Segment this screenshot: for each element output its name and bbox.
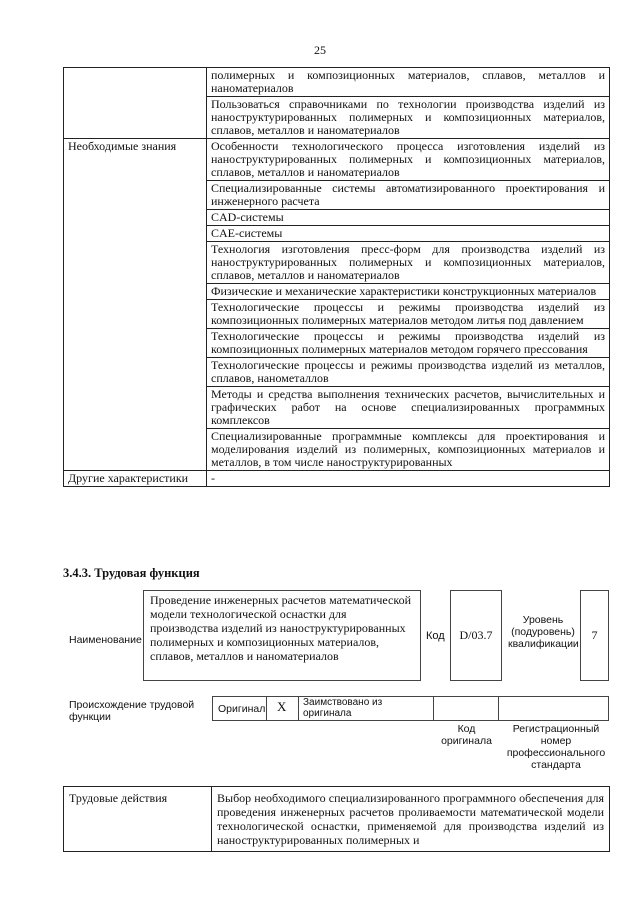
knowledge-item: - xyxy=(207,471,610,487)
knowledge-item: Технологические процессы и режимы производства изделий из металлов, сплавов, нанометаллов xyxy=(207,358,610,387)
knowledge-item: Технологические процессы и режимы производства изделий из композиционных полимерных материалов методом горячего прессования xyxy=(207,329,610,358)
table-row xyxy=(64,68,610,97)
function-name-box: Проведение инженерных расчетов математической модели технологической оснастки для производства изделий из наноструктурированных полимерных и композиционных материалов, сплавов, металлов и наноматериалов xyxy=(143,590,421,681)
knowledge-item: Физические и механические характеристики конструкционных материалов xyxy=(207,284,610,300)
origin-code-cell xyxy=(434,697,499,720)
actions-table xyxy=(63,786,610,852)
reg-number-caption: Регистрационный номер профессионального стандарта xyxy=(506,723,606,771)
origin-code-caption: Код оригинала xyxy=(441,723,492,747)
origin-label: Происхождение трудовой функции xyxy=(69,699,195,723)
name-label: Наименование xyxy=(69,634,142,646)
borrowed-label: Заимствовано из оригинала xyxy=(303,697,383,719)
code-label: Код xyxy=(426,630,445,642)
page-number: 25 xyxy=(314,43,326,57)
section-heading: 3.4.3. Трудовая функция xyxy=(63,566,200,580)
knowledge-item: Особенности технологического процесса изготовления изделий из наноструктурированных полимерных и композиционных материалов, сплавов, металлов и наноматериалов xyxy=(207,139,610,181)
knowledge-item: Технология изготовления пресс-форм для производства изделий из наноструктурированных полимерных и композиционных материалов, сплавов, металлов и наноматериалов xyxy=(207,242,610,284)
origin-row xyxy=(212,696,609,721)
original-mark-cell xyxy=(267,697,299,720)
reg-number-cell xyxy=(499,697,608,720)
knowledge-item: CAE-системы xyxy=(207,226,610,242)
actions-label: Трудовые действия xyxy=(64,787,212,852)
borrowed-cell xyxy=(299,697,434,720)
level-box: 7 xyxy=(580,590,609,681)
knowledge-item: Технологические процессы и режимы производства изделий из композиционных полимерных материалов методом литья под давлением xyxy=(207,300,610,329)
knowledge-item: Пользоваться справочниками по технологии производства изделий из наноструктурированных полимерных и композиционных материалов, сплавов, металлов и наноматериалов xyxy=(207,97,610,139)
table-row xyxy=(64,139,610,181)
knowledge-item: Методы и средства выполнения технических расчетов, вычислительных и графических работ на основе специализированных программных комплексов xyxy=(207,387,610,429)
row-label: Другие характеристики xyxy=(64,471,207,487)
level-label: Уровень (подуровень) квалификации xyxy=(508,614,579,650)
row-label: Необходимые знания xyxy=(64,139,207,471)
table-row xyxy=(64,787,610,852)
original-label: Оригинал xyxy=(218,703,266,715)
function-code-box: D/03.7 xyxy=(450,590,502,681)
knowledge-table xyxy=(63,67,610,487)
actions-text: Выбор необходимого специализированного программного обеспечения для проведения инженерных расчетов проливаемости математической модели технологической оснастки, применяемой для производства изделий из наноструктурированных полимерных и xyxy=(212,787,610,852)
row-label xyxy=(64,68,207,139)
original-cell xyxy=(213,697,267,720)
knowledge-item: CAD-системы xyxy=(207,210,610,226)
knowledge-item: Специализированные программные комплексы для проектирования и моделирования изделий из полимерных, композиционных материалов и металлов, в том числе наноструктурированных xyxy=(207,429,610,471)
table-row xyxy=(64,471,610,487)
original-mark: X xyxy=(277,699,287,714)
knowledge-item: полимерных и композиционных материалов, сплавов, металлов и наноматериалов xyxy=(207,68,610,97)
knowledge-item: Специализированные системы автоматизированного проектирования и инженерного расчета xyxy=(207,181,610,210)
